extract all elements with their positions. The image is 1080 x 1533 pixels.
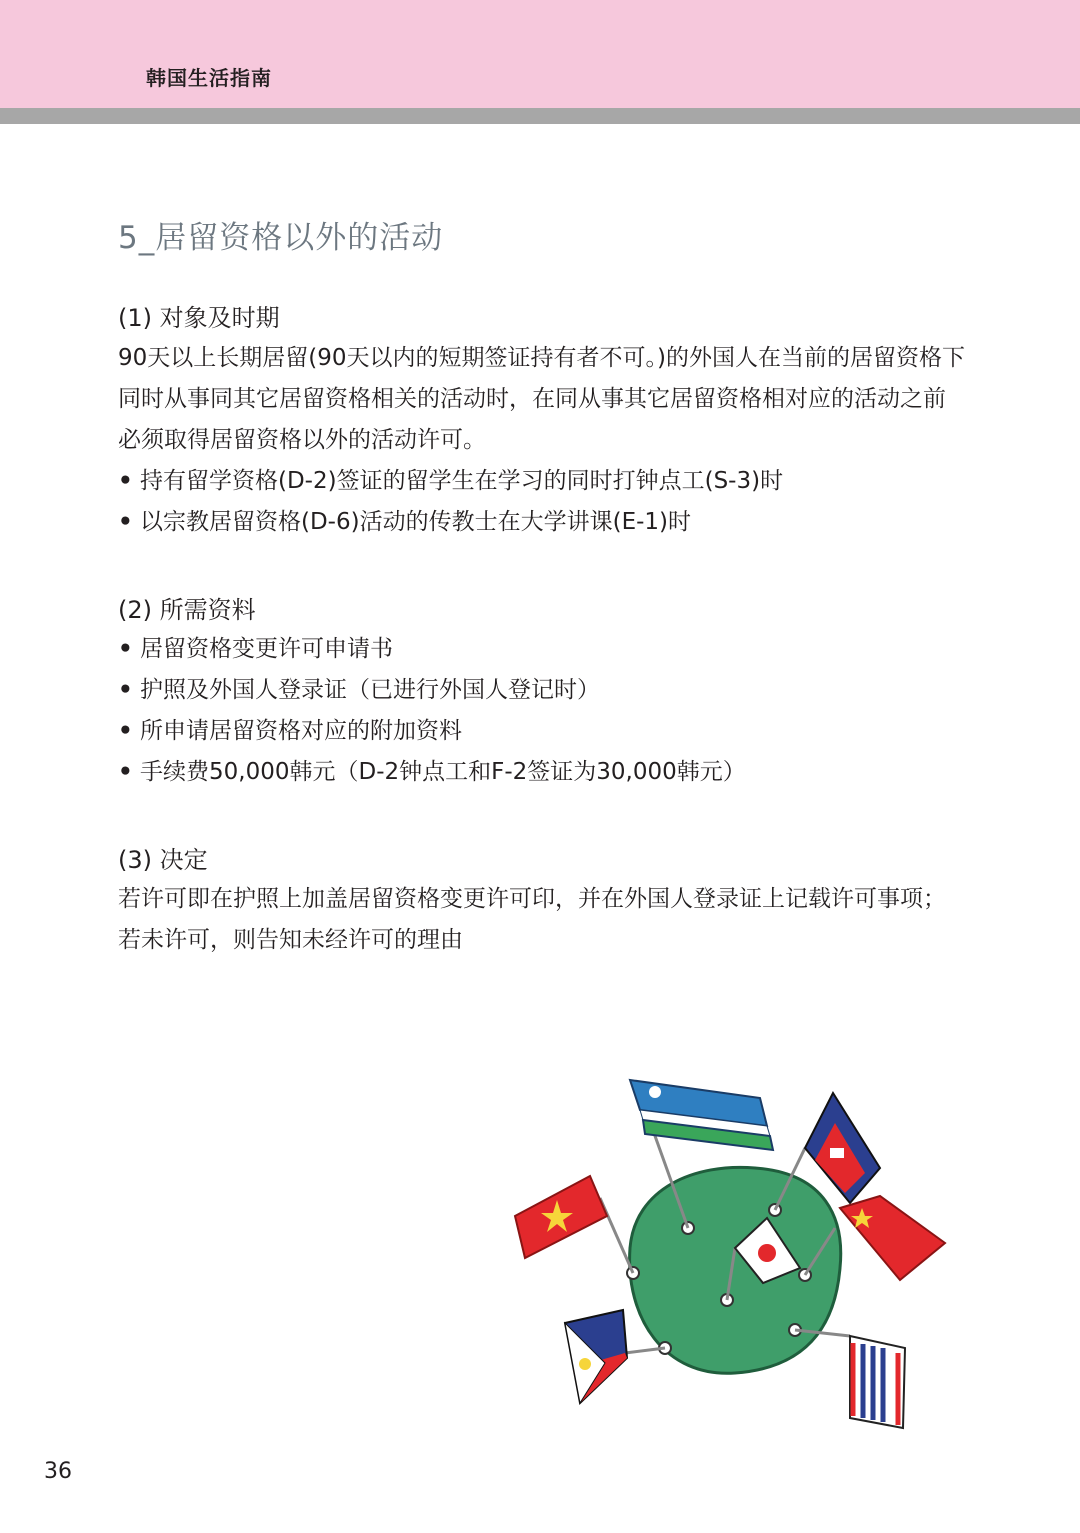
- flag-cambodia-icon: [805, 1093, 880, 1203]
- list-item: • 所申请居留资格对应的附加资料: [118, 711, 746, 752]
- flag-thailand-icon: [850, 1336, 905, 1428]
- page-header: [0, 0, 1080, 108]
- list-item: • 居留资格变更许可申请书: [118, 629, 746, 670]
- header-title: 韩国生活指南: [146, 66, 272, 90]
- flag-vietnam-icon: [515, 1176, 607, 1258]
- bullet-icon: •: [118, 718, 133, 744]
- part1-paragraph: 90天以上长期居留(90天以内的短期签证持有者不可。)的外国人在当前的居留资格下同时从事同其它居留资格相关的活动时，在同从事其它居留资格相对应的活动之前必须取得居留资格以外的活动许可。: [118, 345, 965, 453]
- bullet-icon: •: [118, 677, 133, 703]
- list-item: • 以宗教居留资格(D-6)活动的传教士在大学讲课(E-1)时: [118, 502, 783, 543]
- list-item: • 护照及外国人登录证（已进行外国人登记时）: [118, 670, 746, 711]
- part1-heading: (1) 对象及时期: [118, 304, 280, 332]
- list-item: • 持有留学资格(D-2)签证的留学生在学习的同时打钟点工(S-3)时: [118, 461, 783, 502]
- part3-paragraph: 若许可即在护照上加盖居留资格变更许可印，并在外国人登录证上记载许可事项；若未许可，则告知未经许可的理由: [118, 886, 946, 953]
- list-item: • 手续费50,000韩元（D-2钟点工和F-2签证为30,000韩元）: [118, 752, 746, 793]
- globe-with-flags-icon: [505, 1068, 955, 1448]
- flag-china-icon: [840, 1196, 945, 1280]
- bullet-icon: •: [118, 468, 133, 494]
- flag-philippines-icon: [565, 1310, 627, 1403]
- header-divider-bar: [0, 108, 1080, 124]
- flag-uzbekistan-icon: [630, 1080, 773, 1150]
- part2-heading: (2) 所需资料: [118, 596, 256, 624]
- bullet-icon: •: [118, 759, 133, 785]
- part2-bullet-list: [118, 629, 746, 793]
- part3-heading: (3) 决定: [118, 846, 208, 874]
- section-title: 5_居留资格以外的活动: [118, 220, 444, 256]
- part1-bullet-list: [118, 461, 783, 543]
- page-number: 36: [44, 1459, 72, 1484]
- bullet-icon: •: [118, 509, 133, 535]
- bullet-icon: •: [118, 636, 133, 662]
